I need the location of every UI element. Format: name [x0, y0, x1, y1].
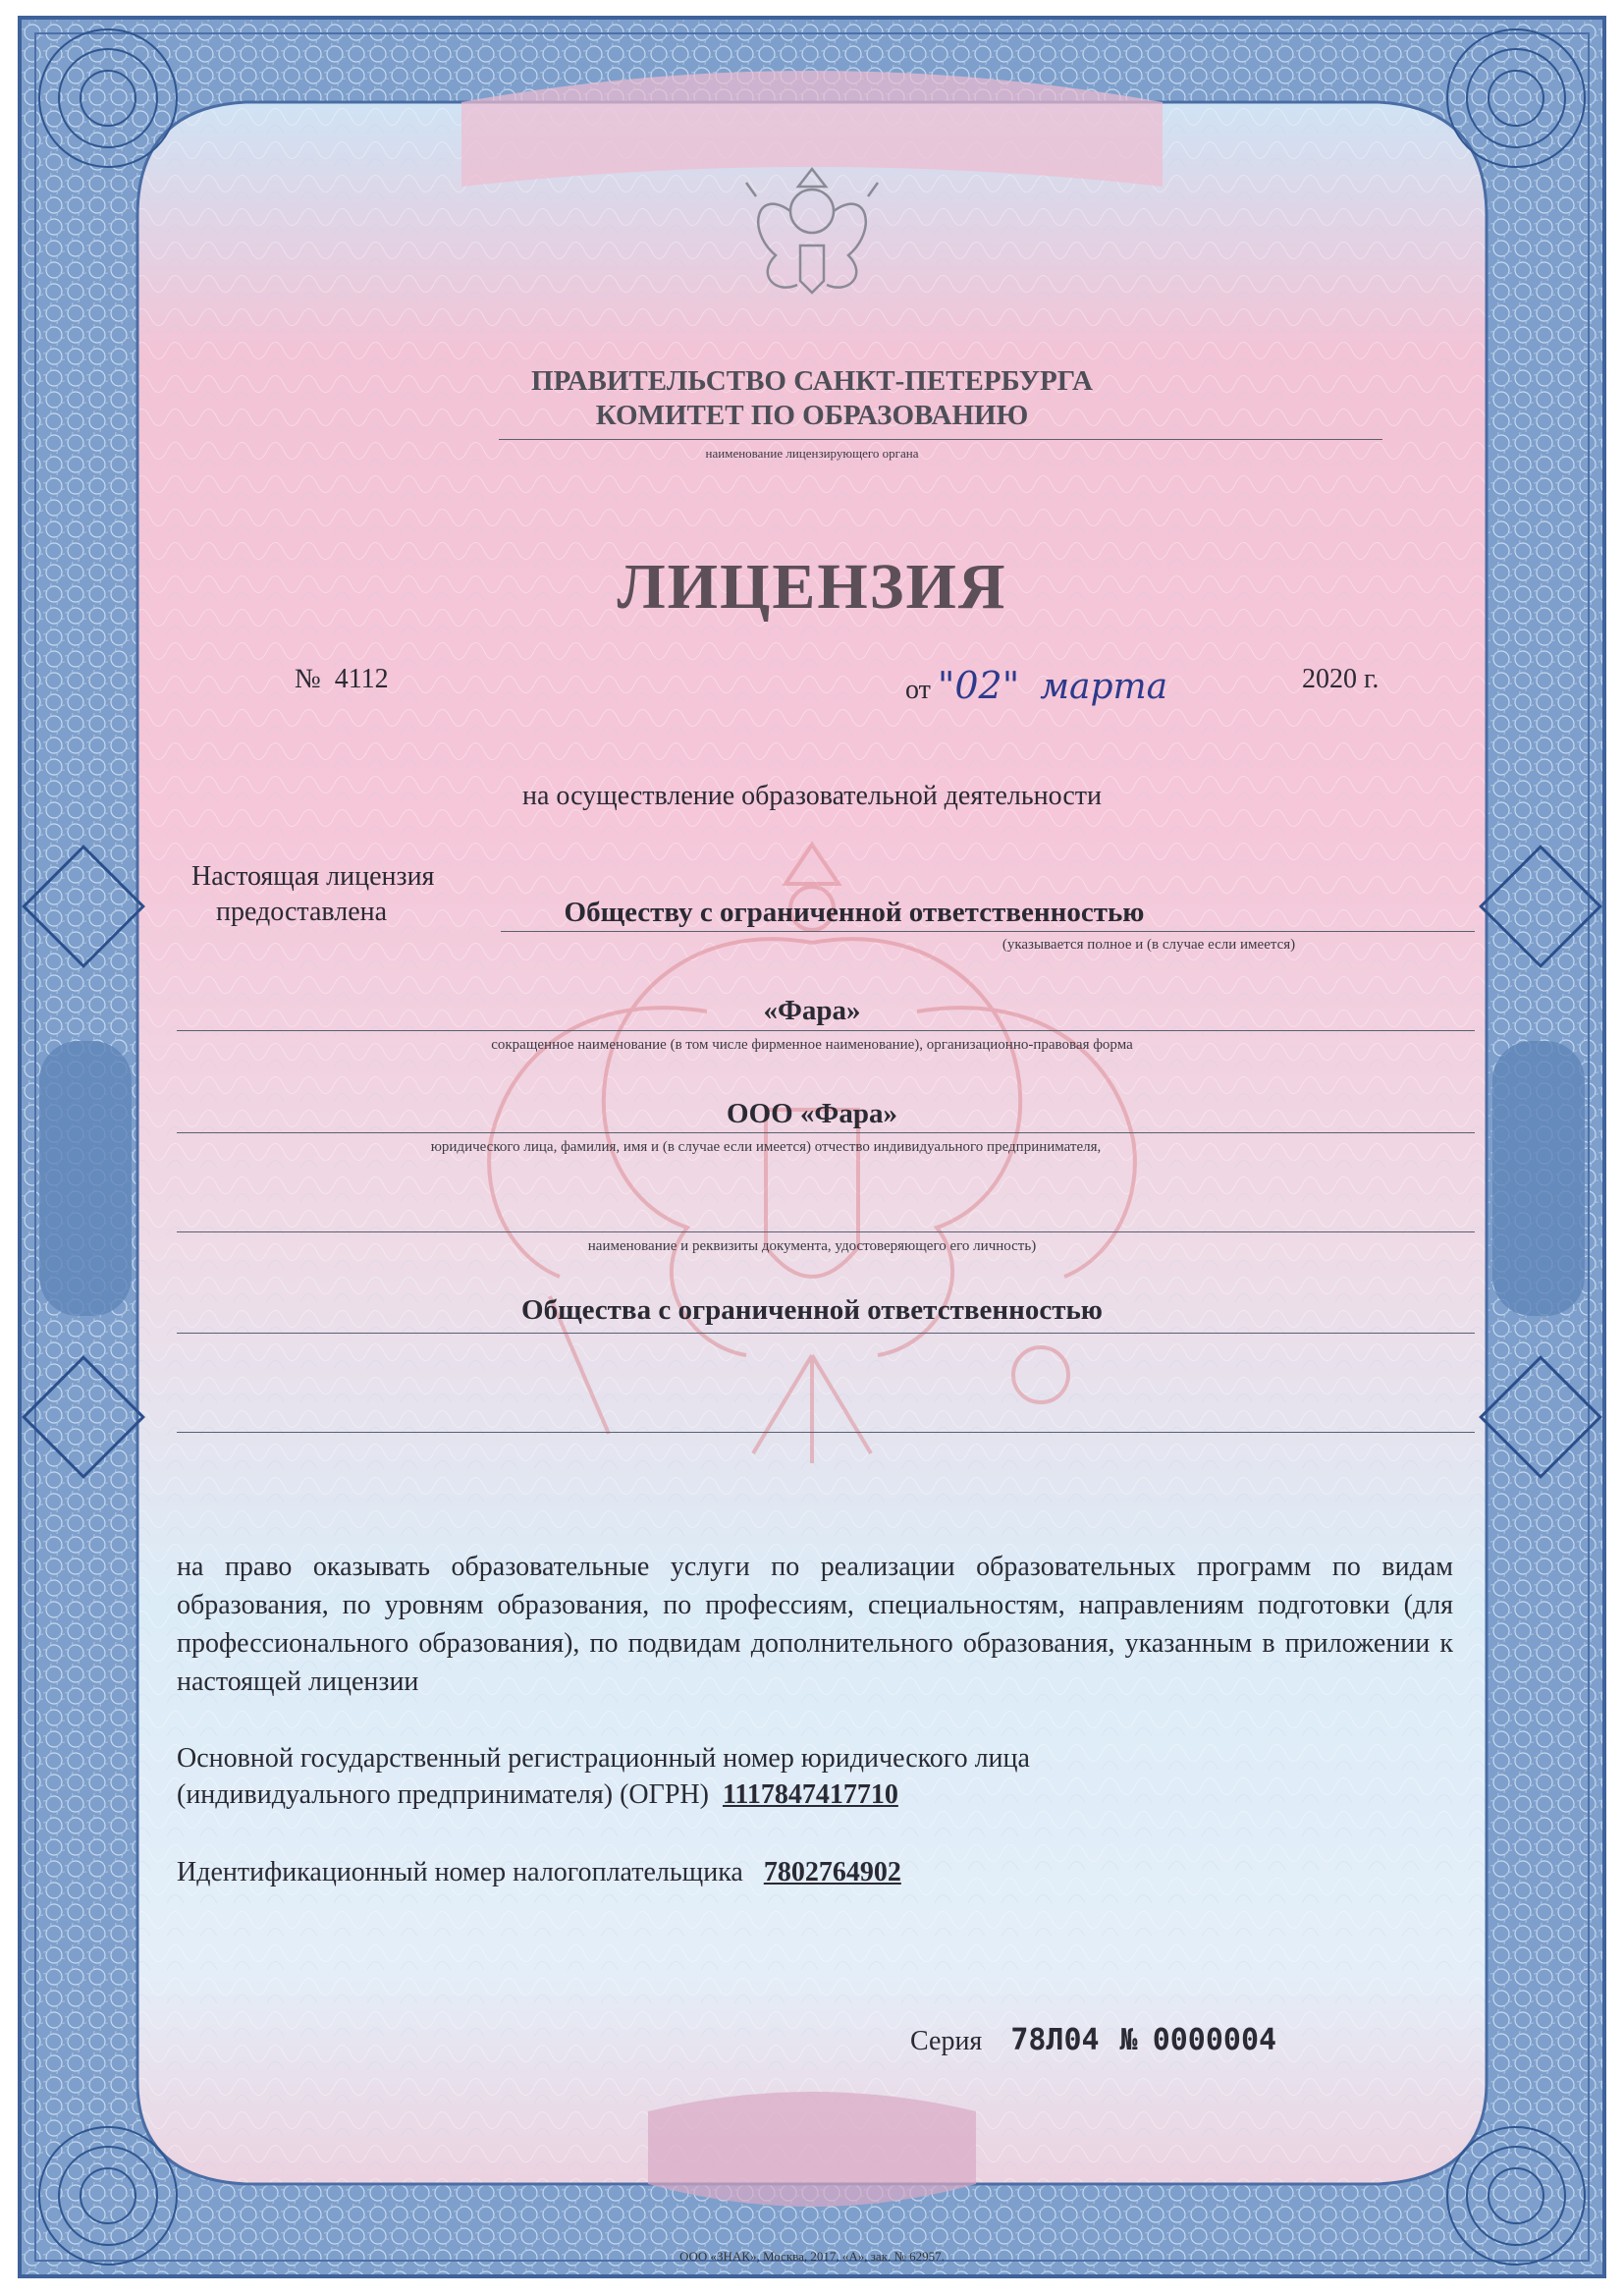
licensee-form-name: Общества с ограниченной ответственностью: [521, 1294, 1103, 1326]
ogrn-label-2: (индивидуального предпринимателя) (ОГРН): [177, 1779, 709, 1810]
series-number: 0000004: [1152, 2023, 1277, 2057]
licensee-full-name: Обществу с ограниченной ответственностью: [564, 897, 1145, 928]
series-line: [910, 2023, 1276, 2057]
rights-text: на право оказывать образовательные услуги по реализации образовательных программ по видам образования, по уровням образования, по профессиям, специальностям, направлениям подготовки (для профессионального образования), по подвидам дополнительного образования, указанным в приложении к настоящей лицензии: [177, 1552, 1453, 1697]
licensee-line-2: [177, 1030, 1475, 1031]
number-value: 4112: [334, 664, 389, 694]
number-sign: №: [295, 664, 321, 694]
licensee-short-name: ООО «Фара»: [727, 1098, 897, 1129]
ogrn-label-1: Основной государственный регистрационный номер юридического лица: [177, 1743, 1030, 1774]
series-number-sign: №: [1119, 2023, 1138, 2057]
licensee-line-1: [501, 931, 1475, 932]
authority-line: [499, 439, 1382, 440]
licensee-name: «Фара»: [763, 995, 861, 1026]
document-title: ЛИЦЕНЗИЯ: [617, 551, 1007, 623]
government-name: ПРАВИТЕЛЬСТВО САНКТ-ПЕТЕРБУРГА: [531, 365, 1093, 397]
authority-hint: наименование лицензирующего органа: [705, 446, 919, 461]
licensee-line-6: [177, 1432, 1475, 1433]
inn-line: [177, 1857, 901, 1888]
printer-imprint: ООО «ЗНАК», Москва, 2017, «А», зак. № 62957.: [679, 2249, 945, 2264]
ogrn-value: 1117847417710: [722, 1779, 898, 1810]
license-number: [295, 664, 389, 695]
ogrn-line: [177, 1779, 898, 1811]
purpose-text: на осуществление образовательной деятельности: [522, 781, 1102, 811]
date-month-handwritten: марта: [1040, 667, 1168, 707]
inn-value: 7802764902: [763, 1857, 901, 1887]
date-year: 2020 г.: [1302, 664, 1380, 694]
licensee-hint-4: наименование и реквизиты документа, удостоверяющего его личность): [587, 1238, 1037, 1254]
date-day-handwritten: "02": [937, 664, 1020, 707]
licensee-hint-2: сокращенное наименование (в том числе фирменное наименование), организационно-правовая форма: [491, 1037, 1133, 1053]
inn-label: Идентификационный номер налогоплательщика: [177, 1857, 743, 1887]
granted-label-1: Настоящая лицензия: [191, 861, 435, 892]
series-label: Серия: [910, 2026, 983, 2056]
licensee-hint-1: (указывается полное и (в случае если имеется): [1001, 937, 1296, 953]
licensee-line-5: [177, 1333, 1475, 1334]
date-prefix: от: [905, 675, 931, 705]
licensee-line-3: [177, 1132, 1475, 1133]
licensee-hint-3: юридического лица, фамилия, имя и (в случае если имеется) отчество индивидуального предпринимателя,: [430, 1139, 1102, 1155]
license-date: [905, 664, 1167, 707]
licensee-line-4: [177, 1231, 1475, 1232]
series-value: 78Л04: [1010, 2023, 1100, 2057]
committee-name: КОМИТЕТ ПО ОБРАЗОВАНИЮ: [595, 400, 1029, 431]
granted-label-2: предоставлена: [216, 897, 388, 927]
